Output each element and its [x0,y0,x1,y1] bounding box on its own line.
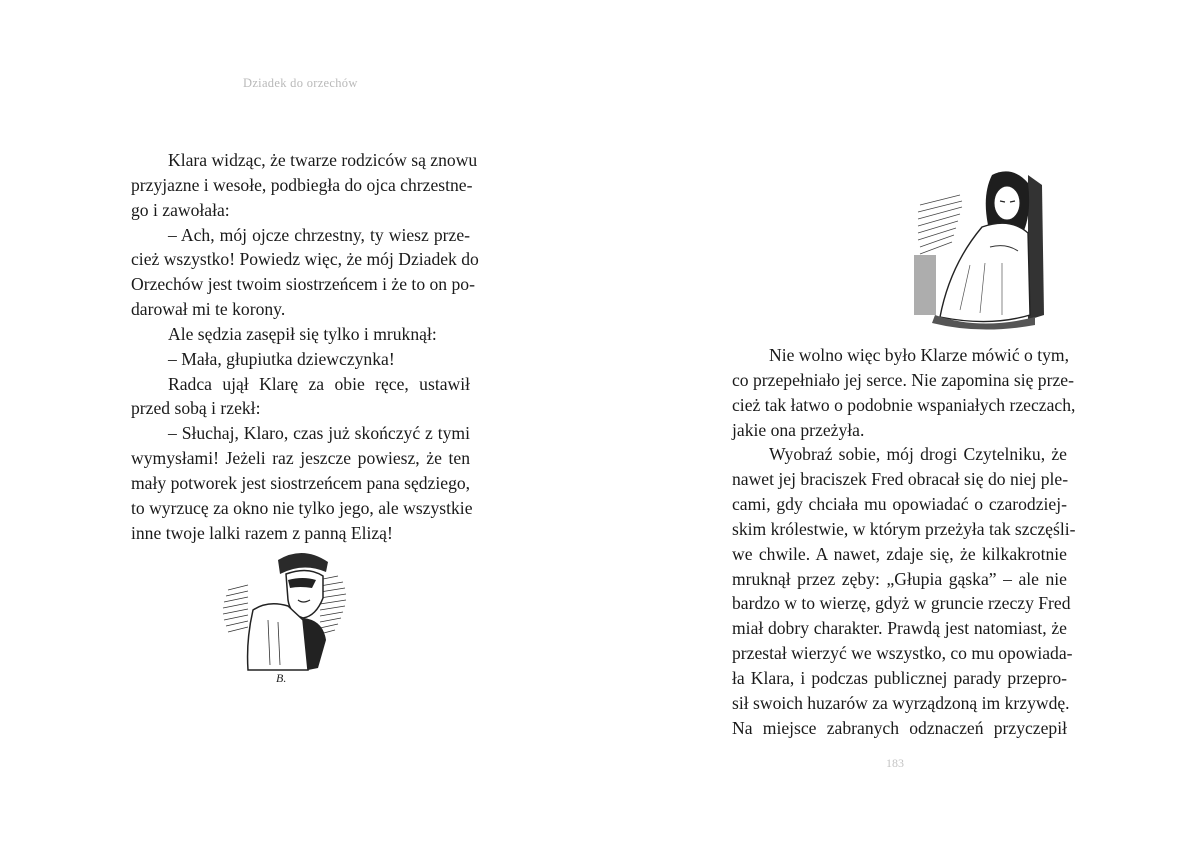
text-line: Radca ujął Klarę za obie ręce, ustawił [168,373,470,394]
text-line: Na miejsce zabranych odznaczeń przyczepił [732,717,1067,738]
text-line: Orzechów jest twoim siostrzeńcem i że to on po- [131,274,475,295]
text-line: to wyrzucę za okno nie tylko jego, ale wszystkie [131,497,473,518]
left-page-text [131,148,479,546]
running-head: Dziadek do orzechów [243,76,358,90]
text-line: go i zawołała: [131,199,230,220]
right-page-text [732,343,1076,741]
text-line: we chwile. A nawet, zdaje się, że kilkakrotnie [732,543,1067,564]
text-line: jakie ona przeżyła. [732,419,865,440]
page-number: 183 [886,756,904,770]
text-line: darował mi te korony. [131,299,286,320]
text-line: nawet jej braciszek Fred obracał się do niej ple- [732,469,1069,490]
text-line: wymysłami! Jeżeli raz jeszcze powiesz, że ten [131,448,470,469]
text-line: sił swoich huzarów za wyrządzoną im krzywdę. [732,692,1070,713]
engraving-old-man-with-eyepatch-icon [208,540,358,690]
engraving-seated-girl-icon [910,155,1050,335]
text-line: co przepełniało jej serce. Nie zapomina się prze- [732,369,1074,390]
text-line: bardzo w to wierzę, gdyż w gruncie rzeczy Fred [732,593,1071,614]
text-line: miał dobry charakter. Prawdą jest natomiast, że [732,618,1067,639]
text-line: mały potworek jest siostrzeńcem pana sędziego, [131,472,471,493]
text-line: – Ach, mój ojcze chrzestny, ty wiesz prze- [168,224,470,245]
text-line: Klara widząc, że twarze rodziców są znowu [168,150,478,170]
text-line: skim królestwie, w którym przeżyła tak szczęśli- [732,518,1076,539]
text-line: przed sobą i rzekł: [131,398,261,419]
text-line: cami, gdy chciała mu opowiadać o czarodziej- [732,494,1067,515]
text-line: cież tak łatwo o podobnie wspaniałych rzeczach, [732,394,1076,415]
text-line: cież wszystko! Powiedz więc, że mój Dziadek do [131,249,479,270]
text-line: mruknął przez zęby: „Głupia gąska” – ale nie [732,568,1067,589]
text-line: inne twoje lalki razem z panną Elizą! [131,522,393,543]
text-line: przestał wierzyć we wszystko, co mu opowiada- [732,643,1073,664]
text-line: Wyobraź sobie, mój drogi Czytelniku, że [769,444,1067,465]
text-line: przyjazne i wesołe, podbiegła do ojca chrzestne- [131,174,473,195]
svg-text:B.: B. [276,671,287,685]
text-line: Nie wolno więc było Klarze mówić o tym, [769,345,1069,365]
text-line: ła Klara, i podczas publicznej parady przepro- [732,667,1067,688]
text-line: – Słuchaj, Klaro, czas już skończyć z tymi [168,423,470,444]
text-line: Ale sędzia zasępił się tylko i mruknął: [168,323,437,344]
text-line: – Mała, głupiutka dziewczynka! [168,348,395,369]
